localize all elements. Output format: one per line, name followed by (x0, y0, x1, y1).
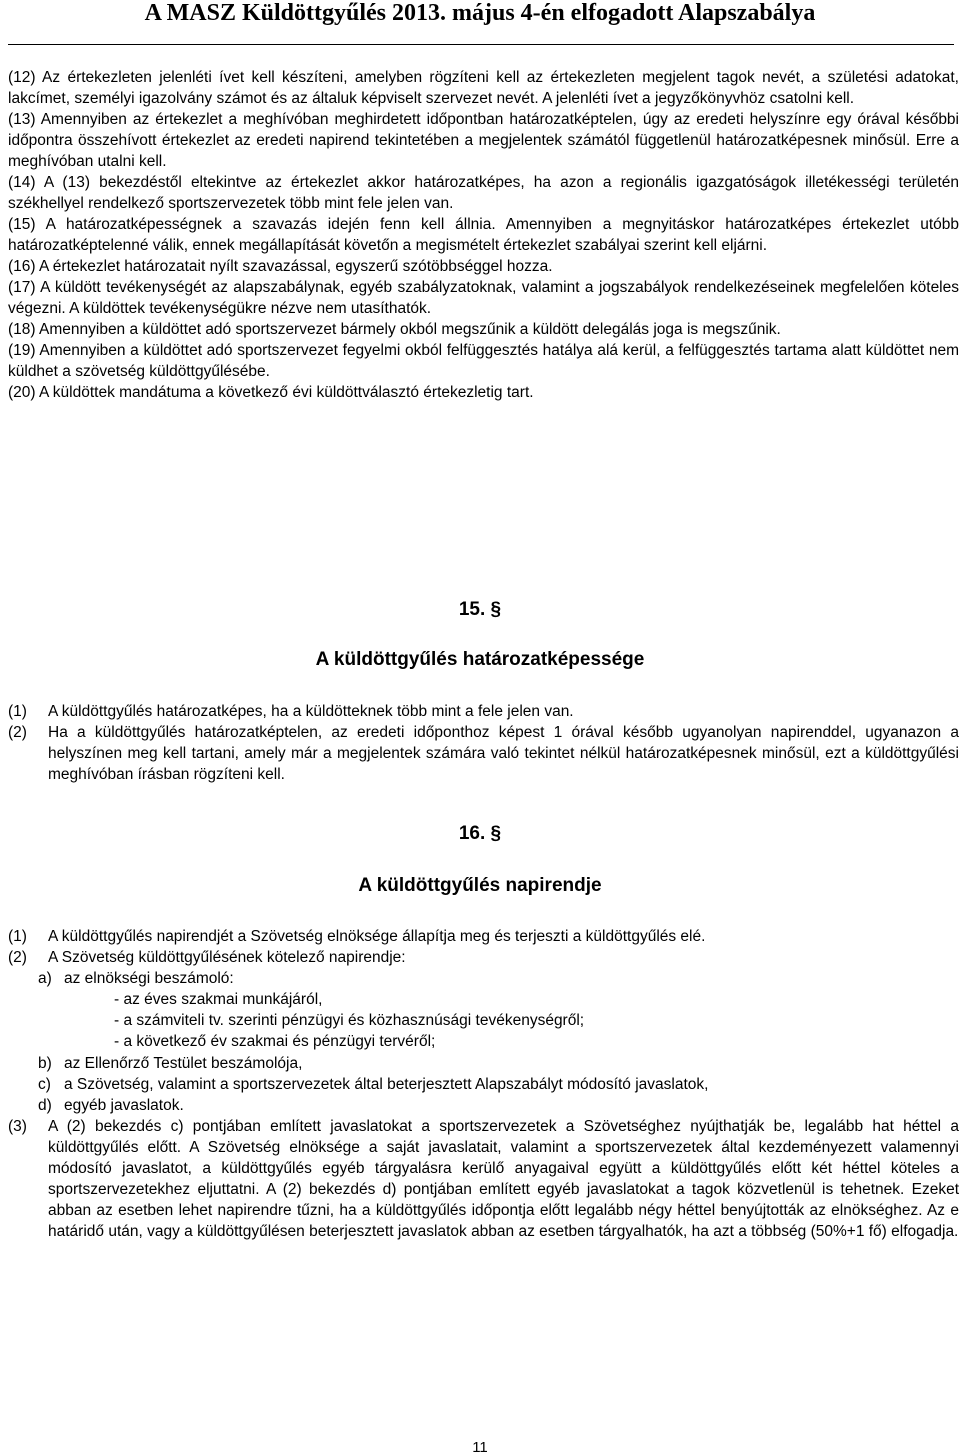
section-16-number: 16. § (458, 823, 502, 844)
section-16-list (8, 926, 959, 1242)
list-item (8, 722, 959, 785)
sub-letter: d) (38, 1096, 52, 1114)
paragraph-19: (19) Amennyiben a küldöttet adó sportszervezet fegyelmi okból felfüggesztés hatálya alá kerül, a felfüggesztés tartama alatt küldöttet nem küldhet a szövetség küldöttgyűlésébe. (8, 342, 959, 380)
section-16-title: A küldöttgyűlés napirendje (358, 875, 602, 896)
list-item (8, 926, 959, 947)
header-divider (8, 44, 954, 45)
item-number: (1) (8, 703, 27, 720)
dash-item: - az éves szakmai munkájáról, (114, 991, 323, 1009)
sub-text: egyéb javaslatok. (64, 1096, 184, 1114)
list-item (8, 947, 959, 968)
item-number: (2) (8, 949, 27, 967)
paragraph-18: (18) Amennyiben a küldöttet adó sportszervezet bármely okból megszűnik a küldött delegálás joga is megszűnik. (8, 321, 781, 338)
dash-item: - a következő év szakmai és pénzügyi tervéről; (114, 1033, 436, 1051)
item-number: (3) (8, 1117, 27, 1135)
item-text: A küldöttgyűlés napirendjét a Szövetség elnöksége állapítja meg és terjeszti a küldöttgyűlés elé. (48, 928, 706, 945)
sub-letter: a) (38, 970, 52, 988)
sub-item (8, 1095, 959, 1116)
sub-letter: c) (38, 1075, 51, 1093)
article-body (8, 67, 959, 403)
paragraph-16: (16) A értekezlet határozatait nyílt szavazással, egyszerű szótöbbséggel hozza. (8, 258, 553, 275)
section-15-number: 15. § (458, 599, 502, 620)
item-text: A Szövetség küldöttgyűlésének kötelező napirendje: (48, 949, 406, 967)
paragraph-12: (12) Az értekezleten jelenléti ívet kell készíteni, amelyben rögzíteni kell az értekezleten megjelent tagok nevét, a születési adatokat, lakcímet, személyi igazolvány számot és az általuk képviselt szervezet nevét. A jelenléti ívet a jegyzőkönyvhöz csatolni kell. (8, 69, 959, 107)
section-15-list (8, 701, 959, 785)
sub-letter: b) (38, 1054, 52, 1072)
sub-item (8, 1074, 959, 1095)
dash-item: - a számviteli tv. szerinti pénzügyi és közhasznúsági tevékenységről; (114, 1012, 585, 1030)
sub-text: az elnökségi beszámoló: (64, 970, 234, 988)
sub-text: a Szövetség, valamint a sportszervezetek által beterjesztett Alapszabályt módosító javaslatok, (64, 1075, 709, 1093)
list-item (8, 1116, 959, 1243)
section-15-title: A küldöttgyűlés határozatképessége (315, 649, 645, 670)
item-number: (2) (8, 724, 27, 742)
item-text: A küldöttgyűlés határozatképes, ha a küldötteknek több mint a fele jelen van. (48, 703, 574, 720)
page-number: 11 (472, 1439, 488, 1456)
sub-text: az Ellenőrző Testület beszámolója, (64, 1054, 303, 1072)
item-text: Ha a küldöttgyűlés határozatképtelen, az eredeti időponthoz képest 1 órával később ugyanolyan napirenddel, ugyanazon a helyszínen meg kell tartani, amely már a megjelentek számára való tekintet nélkül határozatképesnek minősül, ezt a küldöttgyűlési meghívóban írásban rögzíteni kell. (48, 724, 959, 784)
sub-item (8, 968, 959, 989)
paragraph-15: (15) A határozatképességnek a szavazás idején fenn kell állnia. Amennyiben a megnyitáskor határozatképes értekezlet utóbb határozatképtelenné válik, ennek megállapítását követőn a megismételt értekezlet szabályai szerint kell eljárni. (8, 216, 959, 254)
sub-item (8, 1053, 959, 1074)
item-text: A (2) bekezdés c) pontjában említett javaslatokat a sportszervezetek a Szövetséghez nyújthatják be, legalább hat héttel a küldöttgyűlés előtt. A Szövetség elnöksége a saját javaslatait, valamint a sportszervezetek által kezdeményezett valamennyi módosító javaslatot, a küldöttgyűlés egyéb tárgyalásra kerülő anyagaival együtt a küldöttgyűlés előtt két héttel köteles a sportszervezetekhez eljuttatni. A (2) bekezdés d) pontjában említett egyéb javaslatokat a tagok közvetlenül is tehetnek. Ezeket abban az esetben lehet napirendre tűzni, ha a küldöttgyűlés időpontja előtt legalább négy héttel benyújtották az elnökséghez. Az e határidő után, vagy a küldöttgyűlésen beterjesztett javaslatok abban az esetben tárgyalhatók, ha azt a többség (50%+1 fő) elfogadja. (48, 1117, 959, 1241)
paragraph-20: (20) A küldöttek mandátuma a következő évi küldöttválasztó értekezletig tart. (8, 384, 534, 401)
paragraph-17: (17) A küldött tevékenységét az alapszabálynak, egyéb szabályzatoknak, valamint a jogszabályok rendelkezéseinek megfelelően köteles végezni. A küldöttek tevékenységükre nézve nem utasíthatók. (8, 279, 959, 317)
page-header: A MASZ Küldöttgyűlés 2013. május 4-én elfogadott Alapszabálya (144, 0, 816, 26)
paragraph-14: (14) A (13) bekezdéstől eltekintve az értekezlet akkor határozatképes, ha azon a regionális igazgatóságok illetékességi területén székhellyel rendelkező sportszervezetek több mint fele jelen van. (8, 174, 959, 212)
item-number: (1) (8, 928, 27, 945)
paragraph-13: (13) Amennyiben az értekezlet a meghívóban meghirdetett időpontban határozatképtelen, úgy az eredeti helyszínre egy órával későbbi időpontra összehívott értekezlet az eredeti napirend tekintetében a megjelentek számától függetlenül határozatképesnek minősül. Erre a meghívóban utalni kell. (8, 111, 959, 170)
list-item (8, 701, 959, 722)
